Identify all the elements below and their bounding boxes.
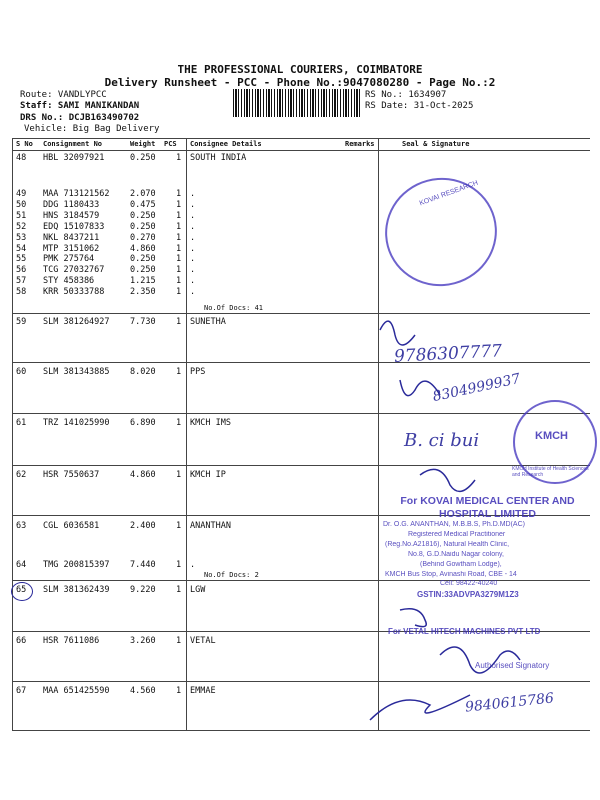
- row-pcs: 1: [176, 287, 182, 298]
- kmch-ring-text: KMCH Institute of Health Sciences and Research: [512, 466, 589, 478]
- row-weight: 4.560: [130, 686, 156, 696]
- row-consignee: VETAL: [190, 636, 216, 646]
- col-consignee: Consignee Details: [190, 140, 262, 148]
- row-consignment: HSR 7611086: [43, 636, 100, 646]
- barcode: [233, 89, 361, 117]
- rs-number: RS No.: 1634907: [365, 90, 447, 100]
- vehicle: Vehicle: Big Bag Delivery: [24, 124, 160, 134]
- row-consignment: DDG 1180433: [43, 199, 100, 210]
- col-weight: Weight: [130, 140, 156, 148]
- row-sno: 56: [16, 265, 27, 276]
- row-consignee: .: [190, 265, 196, 276]
- row-sno: 66: [16, 636, 27, 646]
- doctor-stamp-line: KMCH Bus Stop, Avinashi Road, CBE - 14: [385, 571, 517, 578]
- row-weight: 7.730: [130, 317, 156, 327]
- handwritten-signature: B. ci bui: [404, 430, 480, 451]
- row-consignment: HSR 7550637: [43, 470, 100, 480]
- doctor-stamp-line: No.8, G.D.Naidu Nagar colony,: [408, 551, 504, 558]
- row-pcs: 1: [176, 153, 182, 163]
- row-sno: 58: [16, 287, 27, 298]
- row-consignee: SOUTH INDIA: [190, 153, 247, 163]
- row-weight: 2.350: [130, 287, 156, 298]
- row-sno: 64: [16, 560, 27, 570]
- col-border: [186, 138, 187, 730]
- row-weight: 0.250: [130, 265, 156, 276]
- row-sno: 50: [16, 199, 27, 210]
- table-top-border: [12, 138, 590, 139]
- row-weight: 0.250: [130, 153, 156, 163]
- row-consignee: .: [190, 189, 196, 199]
- row-weight: 2.400: [130, 521, 156, 531]
- col-consignment: Consignment No: [43, 140, 103, 148]
- row-consignee: ANANTHAN: [190, 521, 231, 531]
- row-sno: 65: [16, 585, 27, 595]
- row-consignee: .: [190, 232, 196, 243]
- gstin-stamp: GSTIN:33ADVPA3279M1Z3: [417, 590, 519, 599]
- row-sno: 48: [16, 153, 27, 163]
- row-consignee: LGW: [190, 585, 206, 595]
- signature-mark: [400, 609, 426, 627]
- row-weight: 0.250: [130, 210, 156, 221]
- row-consignee: .: [190, 287, 196, 298]
- row-weight: 0.475: [130, 199, 156, 210]
- row-weight: 9.220: [130, 585, 156, 595]
- col-pcs: PCS: [164, 140, 177, 148]
- row-pcs: 1: [176, 367, 182, 377]
- runsheet-subtitle: Delivery Runsheet - PCC - Phone No.:9047080280 - Page No.:2: [104, 76, 496, 89]
- row-pcs: 1: [176, 243, 182, 254]
- row-consignee: .: [190, 243, 196, 254]
- vetal-stamp: For VETAL HITECH MACHINES PVT LTD: [388, 627, 541, 636]
- row-sno: 63: [16, 521, 27, 531]
- row-weight: 2.070: [130, 189, 156, 199]
- row-sno: 67: [16, 686, 27, 696]
- route: Route: VANDLYPCC: [20, 90, 107, 100]
- kmch-logo: KMCH: [535, 430, 568, 442]
- row-weight: 6.890: [130, 418, 156, 428]
- row-consignment: SLM 381264927: [43, 317, 110, 327]
- row-consignment: CGL 6036581: [43, 521, 100, 531]
- row-65-circle: [11, 582, 33, 601]
- row-consignee: .: [190, 276, 196, 287]
- header-divider: [12, 150, 590, 151]
- col-seal: Seal & Signature: [402, 140, 470, 148]
- row-consignee: .: [190, 254, 196, 265]
- row-weight: 0.250: [130, 221, 156, 232]
- row-consignee: SUNETHA: [190, 317, 226, 327]
- doctor-stamp-line: Cell: 98422-40240: [440, 580, 498, 587]
- row-consignment: MTP 3151062: [43, 243, 100, 254]
- doctor-stamp-line: Registered Medical Practitioner: [408, 531, 506, 538]
- col-sno: S No: [16, 140, 33, 148]
- doctor-stamp-name: Dr. O.G. ANANTHAN, M.B.B.S, Ph.D.MD(AC): [383, 521, 525, 528]
- signature-mark: [420, 469, 475, 491]
- signature-mark: [370, 695, 470, 720]
- row-consignment: KRR 50333788: [43, 287, 105, 298]
- signature-scribbles: [360, 300, 600, 740]
- row-sno: 51: [16, 210, 27, 221]
- doctor-stamp-line: (Reg.No.A21816), Natural Health Clinic,: [385, 541, 510, 548]
- signature-mark: [400, 380, 440, 396]
- row-sno: 53: [16, 232, 27, 243]
- row-pcs: 1: [176, 265, 182, 276]
- row-pcs: 1: [176, 254, 182, 265]
- row-consignee: KMCH IP: [190, 470, 226, 480]
- row-sno: 61: [16, 418, 27, 428]
- drs-number: DRS No.: DCJB163490702: [20, 113, 140, 123]
- row-sno: 60: [16, 367, 27, 377]
- row-sno: 49: [16, 189, 27, 199]
- row-weight: 4.860: [130, 470, 156, 480]
- row-sno: 59: [16, 317, 27, 327]
- row-consignment: MAA 651425590: [43, 686, 110, 696]
- company-title: THE PROFESSIONAL COURIERS, COIMBATORE: [177, 63, 423, 76]
- row-weight: 0.250: [130, 254, 156, 265]
- row-consignee: KMCH IMS: [190, 418, 231, 428]
- row-pcs: 1: [176, 221, 182, 232]
- col-remarks: Remarks: [345, 140, 375, 148]
- row-pcs: 1: [176, 636, 182, 646]
- row-pcs: 1: [176, 470, 182, 480]
- row-consignee: .: [190, 560, 196, 570]
- row-sno: 55: [16, 254, 27, 265]
- row-weight: 8.020: [130, 367, 156, 377]
- row-consignment: HBL 32097921: [43, 153, 105, 163]
- row-consignment: MAA 713121562: [43, 189, 110, 199]
- row-consignment: EDQ 15107833: [43, 221, 105, 232]
- research-seal-text: KOVAI RESEARCH: [418, 179, 480, 208]
- row-consignee: EMMAE: [190, 686, 216, 696]
- col-border: [12, 138, 13, 730]
- row-weight: 3.260: [130, 636, 156, 646]
- row-pcs: 1: [176, 232, 182, 243]
- row-pcs: 1: [176, 585, 182, 595]
- docs-count-64: No.Of Docs: 2: [204, 571, 259, 579]
- row-sno: 52: [16, 221, 27, 232]
- row-pcs: 1: [176, 418, 182, 428]
- row-pcs: 1: [176, 560, 182, 570]
- row-weight: 4.860: [130, 243, 156, 254]
- row-consignee: .: [190, 210, 196, 221]
- docs-count: No.Of Docs: 41: [204, 304, 264, 312]
- handwritten-phone: 9786307777: [393, 341, 503, 367]
- rs-date: RS Date: 31-Oct-2025: [365, 101, 474, 111]
- staff: Staff: SAMI MANIKANDAN: [20, 101, 140, 111]
- row-pcs: 1: [176, 317, 182, 327]
- row-pcs: 1: [176, 189, 182, 199]
- row-consignment: NKL 8437211: [43, 232, 100, 243]
- row-consignment: SLM 381362439: [43, 585, 110, 595]
- row-weight: 0.270: [130, 232, 156, 243]
- research-seal-stamp: [373, 165, 509, 298]
- row-pcs: 1: [176, 199, 182, 210]
- row-weight: 7.440: [130, 560, 156, 570]
- row-consignment: TCG 27032767: [43, 265, 105, 276]
- authorised-signatory: Authorised Signatory: [475, 661, 550, 670]
- row-sno: 54: [16, 243, 27, 254]
- row-pcs: 1: [176, 686, 182, 696]
- handwritten-phone: 9840615786: [464, 690, 555, 716]
- row-consignment: SLM 381343885: [43, 367, 110, 377]
- row-consignee: .: [190, 221, 196, 232]
- row-weight: 1.215: [130, 276, 156, 287]
- row-sno: 62: [16, 470, 27, 480]
- row-consignment: HNS 3184579: [43, 210, 100, 221]
- row-pcs: 1: [176, 276, 182, 287]
- doctor-stamp-line: (Behind Gowtham Lodge),: [420, 561, 502, 568]
- handwritten-phone: 8304999937: [431, 370, 522, 406]
- row-consignment: TMG 200815397: [43, 560, 110, 570]
- row-sno: 57: [16, 276, 27, 287]
- row-consignment: PMK 275764: [43, 254, 95, 265]
- row-consignee: .: [190, 199, 196, 210]
- signature-mark: [380, 321, 415, 345]
- row-pcs: 1: [176, 521, 182, 531]
- row-pcs: 1: [176, 210, 182, 221]
- row-consignment: STY 458386: [43, 276, 95, 287]
- signature-mark: [440, 647, 520, 673]
- row-consignee: PPS: [190, 367, 206, 377]
- row-consignment: TRZ 141025990: [43, 418, 110, 428]
- kmc-hospital-stamp: For KOVAI MEDICAL CENTER AND HOSPITAL LIMITED: [400, 495, 575, 520]
